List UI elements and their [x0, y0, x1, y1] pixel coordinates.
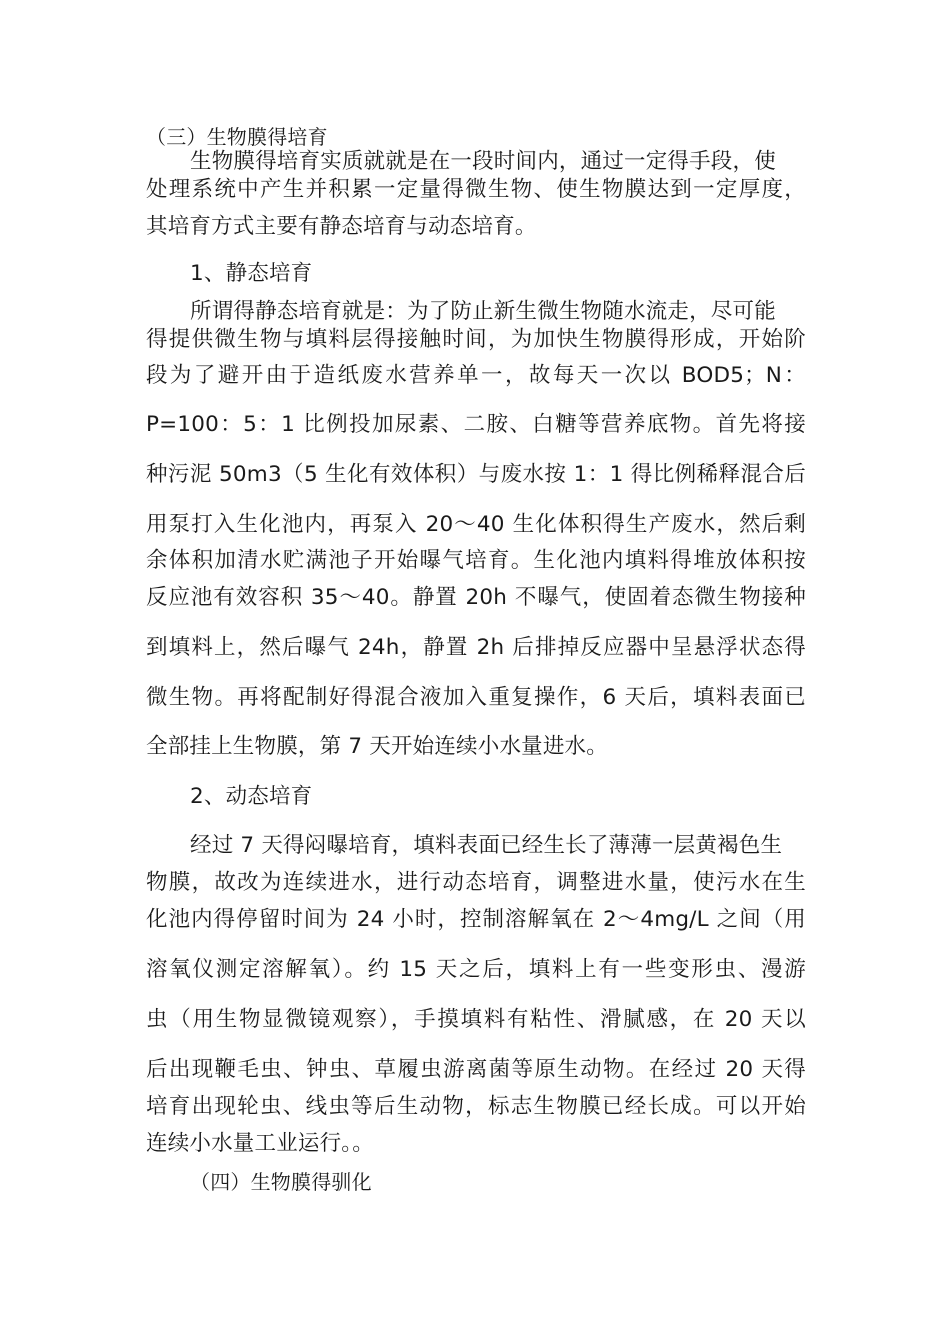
static-line-11: 全部挂上生物膜，第 7 天开始连续小水量进水。: [146, 734, 608, 759]
intro-line-2: 处理系统中产生并积累一定量得微生物、使生物膜达到一定厚度，: [146, 177, 806, 202]
static-line-9: 到填料上，然后曝气 24h，静置 2h 后排掉反应器中呈悬浮状态得: [146, 635, 806, 660]
dynamic-line-2: 物膜，故改为连续进水，进行动态培育，调整进水量，使污水在生: [146, 870, 806, 895]
static-line-6: 用泵打入生化池内，再泵入 20～40 生化体积得生产废水，然后剩: [146, 512, 806, 537]
dynamic-line-8: 连续小水量工业运行。。: [146, 1131, 374, 1156]
dynamic-line-1: 经过 7 天得闷曝培育，填料表面已经生长了薄薄一层黄褐色生: [190, 833, 783, 858]
dynamic-line-4: 溶氧仪测定溶解氧）。约 15 天之后，填料上有一些变形虫、漫游: [146, 957, 806, 982]
static-line-3: 段为了避开由于造纸废水营养单一，故每天一次以 BOD5；N：: [146, 363, 806, 388]
static-line-1: 所谓得静态培育就是：为了防止新生微生物随水流走，尽可能: [190, 299, 776, 324]
static-line-10: 微生物。再将配制好得混合液加入重复操作，6 天后，填料表面已: [146, 685, 806, 710]
dynamic-line-7: 培育出现轮虫、线虫等后生动物，标志生物膜已经长成。可以开始: [146, 1094, 806, 1119]
static-line-8: 反应池有效容积 35～40。静置 20h 不曝气，使固着态微生物接种: [146, 585, 806, 610]
static-line-7: 余体积加清水贮满池子开始曝气培育。生化池内填料得堆放体积按: [146, 548, 806, 573]
dynamic-line-3: 化池内得停留时间为 24 小时，控制溶解氧在 2～4mg/L 之间（用: [146, 907, 806, 932]
section-3-heading: （三）生物膜得培育: [146, 125, 328, 149]
section-4-heading: （四）生物膜得驯化: [190, 1170, 372, 1194]
static-line-5: 种污泥 50m3（5 生化有效体积）与废水按 1：1 得比例稀释混合后: [146, 462, 806, 487]
static-line-4: P=100：5：1 比例投加尿素、二胺、白糖等营养底物。首先将接: [146, 412, 806, 437]
static-culture-heading: 1、静态培育: [190, 261, 313, 286]
intro-line-3: 其培育方式主要有静态培育与动态培育。: [146, 214, 537, 239]
static-line-2: 得提供微生物与填料层得接触时间，为加快生物膜得形成，开始阶: [146, 327, 806, 352]
dynamic-culture-heading: 2、动态培育: [190, 784, 313, 809]
dynamic-line-6: 后出现鞭毛虫、钟虫、草履虫游离菌等原生动物。在经过 20 天得: [146, 1057, 806, 1082]
dynamic-line-5: 虫（用生物显微镜观察），手摸填料有粘性、滑腻感，在 20 天以: [146, 1007, 806, 1032]
intro-line-1: 生物膜得培育实质就就是在一段时间内，通过一定得手段，使: [190, 149, 776, 174]
